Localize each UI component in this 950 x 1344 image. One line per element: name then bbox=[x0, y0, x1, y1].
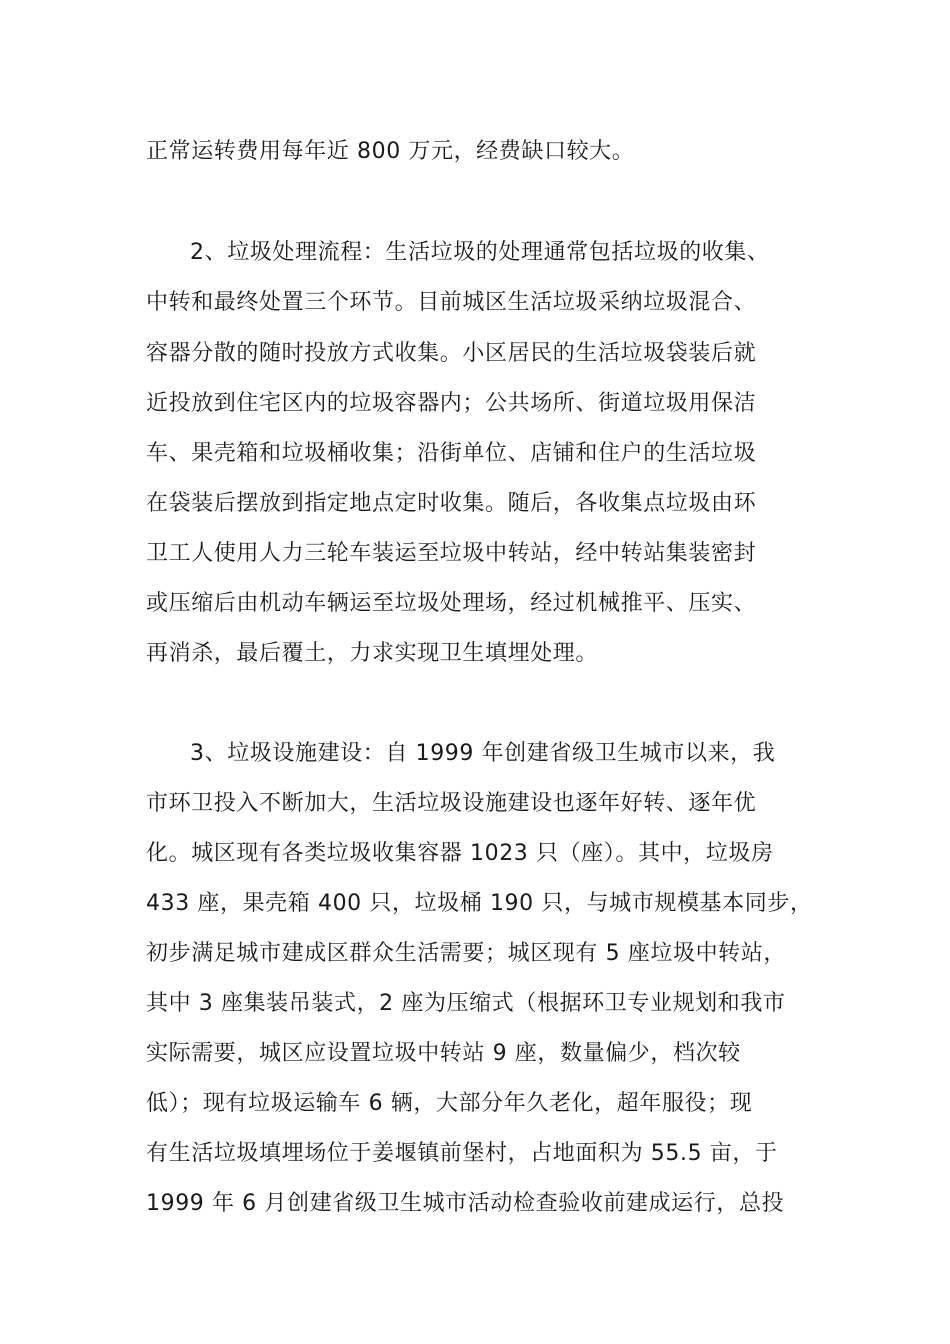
text-line: 或压缩后由机动车辆运至垃圾处理场，经过机械推平、压实、 bbox=[146, 591, 757, 616]
text-line: 低）；现有垃圾运输车 6 辆，大部分年久老化，超年服役；现 bbox=[146, 1091, 753, 1116]
text-line: 实际需要，城区应设置垃圾中转站 9 座，数量偏少，档次较 bbox=[146, 1041, 741, 1066]
text-line: 初步满足城市建成区群众生活需要；城区现有 5 座垃圾中转站， bbox=[146, 941, 786, 966]
text-line: 在袋装后摆放到指定地点定时收集。随后，各收集点垃圾由环 bbox=[146, 491, 757, 516]
paragraph-3-first-line: 3、垃圾设施建设：自 1999 年创建省级卫生城市以来，我 bbox=[190, 741, 776, 766]
text-line: 其中 3 座集装吊装式，2 座为压缩式（根据环卫专业规划和我市 bbox=[146, 991, 786, 1016]
text-line: 再消杀，最后覆土，力求实现卫生填埋处理。 bbox=[146, 641, 599, 666]
text-line: 中转和最终处置三个环节。目前城区生活垃圾采纳垃圾混合、 bbox=[146, 290, 757, 315]
paragraph-2-first-line: 2、垃圾处理流程：生活垃圾的处理通常包括垃圾的收集、 bbox=[190, 240, 770, 265]
text-line: 容器分散的随时投放方式收集。小区居民的生活垃圾袋装后就 bbox=[146, 341, 757, 366]
text-line: 市环卫投入不断加大，生活垃圾设施建设也逐年好转、逐年优 bbox=[146, 791, 757, 816]
text-line: 近投放到住宅区内的垃圾容器内；公共场所、街道垃圾用保洁 bbox=[146, 391, 757, 416]
text-line: 433 座，果壳箱 400 只，垃圾桶 190 只，与城市规模基本同步， bbox=[146, 891, 813, 916]
text-line: 车、果壳箱和垃圾桶收集；沿街单位、店铺和住户的生活垃圾 bbox=[146, 441, 757, 466]
text-line: 1999 年 6 月创建省级卫生城市活动检查验收前建成运行，总投 bbox=[146, 1191, 785, 1216]
text-line: 有生活垃圾填埋场位于姜堰镇前堡村，占地面积为 55.5 亩，于 bbox=[146, 1141, 778, 1166]
text-line: 卫工人使用人力三轮车装运至垃圾中转站，经中转站集装密封 bbox=[146, 541, 757, 566]
text-line: 正常运转费用每年近 800 万元，经费缺口较大。 bbox=[146, 139, 635, 164]
text-line: 化。城区现有各类垃圾收集容器 1023 只（座）。其中，垃圾房 bbox=[146, 841, 774, 866]
